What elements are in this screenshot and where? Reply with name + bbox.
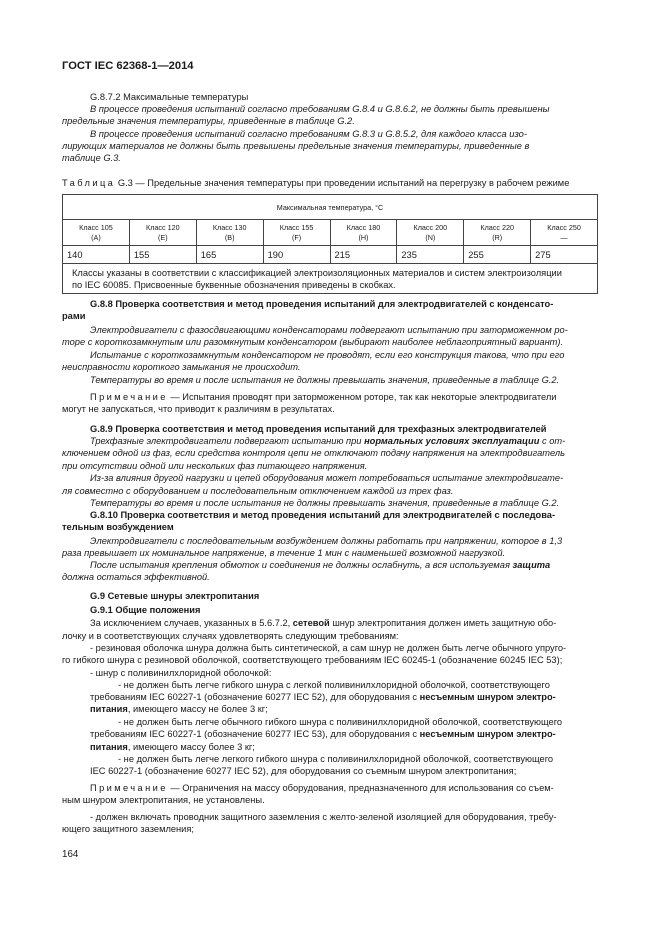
table-caption-label: Таблица: [62, 178, 116, 188]
paragraph-line: После испытания крепления обмоток и соединения не должны ослабнуть, а вся используемая защита: [90, 560, 551, 570]
table-value-cell: 165: [196, 246, 263, 264]
paragraph-line: В процессе проведения испытаний согласно требованиям G.8.3 и G.8.5.2, для каждого класса изо-: [90, 129, 527, 139]
paragraph-line: За исключением случаев, указанных в 5.6.7.2, сетевой шнур электропитания должен иметь защитную обо-: [90, 618, 557, 628]
table-caption-text: G.3 — Предельные значения температуры при проведении испытаний на перегрузку в рабочем режиме: [117, 178, 570, 188]
sub-list-item-cont: требованиям IEC 60227-1 (обозначение 60277 IEC 53), для оборудования с несъемным шнуром электро-: [90, 729, 556, 739]
table-class-cell: Класс 250 —: [531, 220, 598, 246]
list-item: - должен включать проводник защитного заземления с желто-зеленой изоляцией для оборудования, требу-: [90, 812, 557, 822]
table-class-cell: Класс 105 (A): [63, 220, 130, 246]
paragraph-line: Температуры во время и после испытания не должны превышать значения, приведенные в таблице G.2.: [90, 375, 560, 385]
table-class-cell: Класс 130 (B): [196, 220, 263, 246]
paragraph-line: ключением одной из фаз, если средства контроля цепи не отключают подачу напряжения на электродвигатель: [62, 448, 565, 458]
table-value-cell: 155: [129, 246, 196, 264]
paragraph-line: ля совместно с оборудованием и последовательным отключением каждой из трех фаз.: [62, 486, 454, 496]
table-class-cell: Класс 220 (R): [464, 220, 531, 246]
list-item: - резиновая оболочка шнура должна быть синтетической, а сам шнур не должен быть легче обычного упруго-: [90, 643, 567, 653]
table-class-cell: Класс 155 (F): [263, 220, 330, 246]
note-line: Примечание — Испытания проводят при заторможенном роторе, так как некоторые электродвигатели: [90, 392, 557, 402]
paragraph-line: должна остаться эффективной.: [62, 572, 210, 582]
paragraph-line: неисправности короткого замыкания не происходит.: [62, 362, 301, 372]
table-value-cell: 215: [330, 246, 397, 264]
paragraph-line: В процессе проведения испытаний согласно требованиям G.8.4 и G.8.6.2, не должны быть превышены: [90, 104, 550, 114]
paragraph-line: Электродвигатели с фазосдвигающими конденсаторами подвергают испытанию при заторможенном ро-: [90, 325, 568, 335]
table-value-cell: 275: [531, 246, 598, 264]
table-class-cell: Класс 200 (N): [397, 220, 464, 246]
table-caption: [62, 178, 569, 188]
note-line: Примечание — Ограничения на массу оборудования, предназначенного для использования со съем-: [90, 783, 554, 793]
clause-g8-9-title: G.8.9 Проверка соответствия и метод проведения испытаний для трехфазных электродвигателей: [90, 424, 547, 434]
sub-list-item: - не должен быть легче легкого гибкого шнура с поливинилхлоридной оболочкой, соответствующего: [118, 754, 554, 764]
paragraph-line: предельные значения температуры, приведенные в таблице G.2.: [62, 116, 355, 126]
clause-g9-1-title: G.9.1 Общие положения: [90, 605, 201, 615]
paragraph-line: раза превышает их номинальное напряжение, в течение 1 мин с наименьшей возможной нагрузкой.: [62, 548, 506, 558]
table-value-cell: 140: [63, 246, 130, 264]
sub-list-item-cont: IEC 60227-1 (обозначение 60277 IEC 52), для оборудования со съемным шнуром электропитания;: [90, 766, 517, 776]
table-value-cell: 255: [464, 246, 531, 264]
paragraph-line: при отсутствии одной или нескольких фаз питающего напряжения.: [62, 461, 368, 471]
paragraph-line: Из-за влияния другой нагрузки и цепей оборудования может потребоваться испытание электродвигате-: [90, 473, 564, 483]
table-value-cell: 235: [397, 246, 464, 264]
sub-list-item: - не должен быть легче гибкого шнура с легкой поливинилхлоридной оболочкой, соответствующего: [118, 680, 550, 690]
list-item-cont: ющего защитного заземления;: [62, 824, 194, 834]
table-class-cell: Класс 180 (H): [330, 220, 397, 246]
sub-list-item-cont: питания, имеющего массу не более 3 кг;: [90, 704, 268, 714]
list-item-cont: го гибкого шнура с резиновой оболочкой, соответствующего требованиям IEC 60245-1 (обозначение 60245 IEC 53);: [62, 655, 563, 665]
paragraph-line: Трехфазные электродвигатели подвергают испытанию при нормальных условиях эксплуатации с от-: [90, 436, 566, 446]
paragraph-line: таблице G.3.: [62, 153, 121, 163]
table-class-cell: Класс 120 (E): [129, 220, 196, 246]
table-value-cell: 190: [263, 246, 330, 264]
clause-g8-8-title: G.8.8 Проверка соответствия и метод проведения испытаний для электродвигателей с конденсато-: [90, 299, 554, 309]
page-header: ГОСТ IEC 62368-1—2014: [62, 60, 194, 72]
paragraph-line: Электродвигатели с последовательным возбуждением должны работать при напряжении, которое в 1,3: [90, 536, 563, 546]
clause-g8-10-title: G.8.10 Проверка соответствия и метод проведения испытаний для электродвигателей с последова-: [90, 510, 556, 520]
paragraph-line: Температуры во время и после испытания не должны превышать значения, приведенные в таблице G.2.: [90, 498, 560, 508]
paragraph-line: лочку и в соответствующих случаях удовлетворять следующим требованиям:: [62, 631, 399, 641]
clause-g9-title: G.9 Сетевые шнуры электропитания: [90, 591, 260, 601]
page-number: 164: [62, 849, 79, 860]
note-line: могут не запускаться, что приводит к различиям в результатах.: [62, 404, 335, 414]
paragraph-line: торе с короткозамкнутым или разомкнутым конденсатором (выбирают наиболее неблагоприятный вариант).: [62, 337, 564, 347]
note-line: ным шнуром электропитания, не установлены.: [62, 795, 265, 805]
paragraph-line: Испытание с короткозамкнутым конденсатором не проводят, если его конструкция такова, что при его: [90, 350, 565, 360]
paragraph-line: лирующих материалов не должны быть превышены предельные значения температуры, приведенные в: [62, 141, 530, 151]
sub-list-item-cont: питания, имеющего массу более 3 кг;: [90, 742, 255, 752]
table-note: Классы указаны в соответствии с классификацией электроизоляционных материалов и систем электроизоляции по IEC 60085. Присвоенные буквенные обозначения приведены в скобках.: [63, 264, 598, 294]
sub-list-item: - не должен быть легче обычного гибкого шнура с поливинилхлоридной оболочкой, соответствующего: [118, 717, 563, 727]
list-item: - шнур с поливинилхлоридной оболочкой:: [90, 668, 272, 678]
clause-g8-7-2-title: G.8.7.2 Максимальные температуры: [90, 92, 249, 102]
sub-list-item-cont: требованиям IEC 60227-1 (обозначение 60277 IEC 52), для оборудования с несъемным шнуром электро-: [90, 692, 556, 702]
temperature-table: [62, 194, 598, 294]
clause-g8-8-title-cont: рами: [62, 311, 86, 321]
clause-g8-10-title-cont: тельным возбуждением: [62, 522, 174, 532]
table-header: Максимальная температура, °С: [63, 195, 598, 220]
